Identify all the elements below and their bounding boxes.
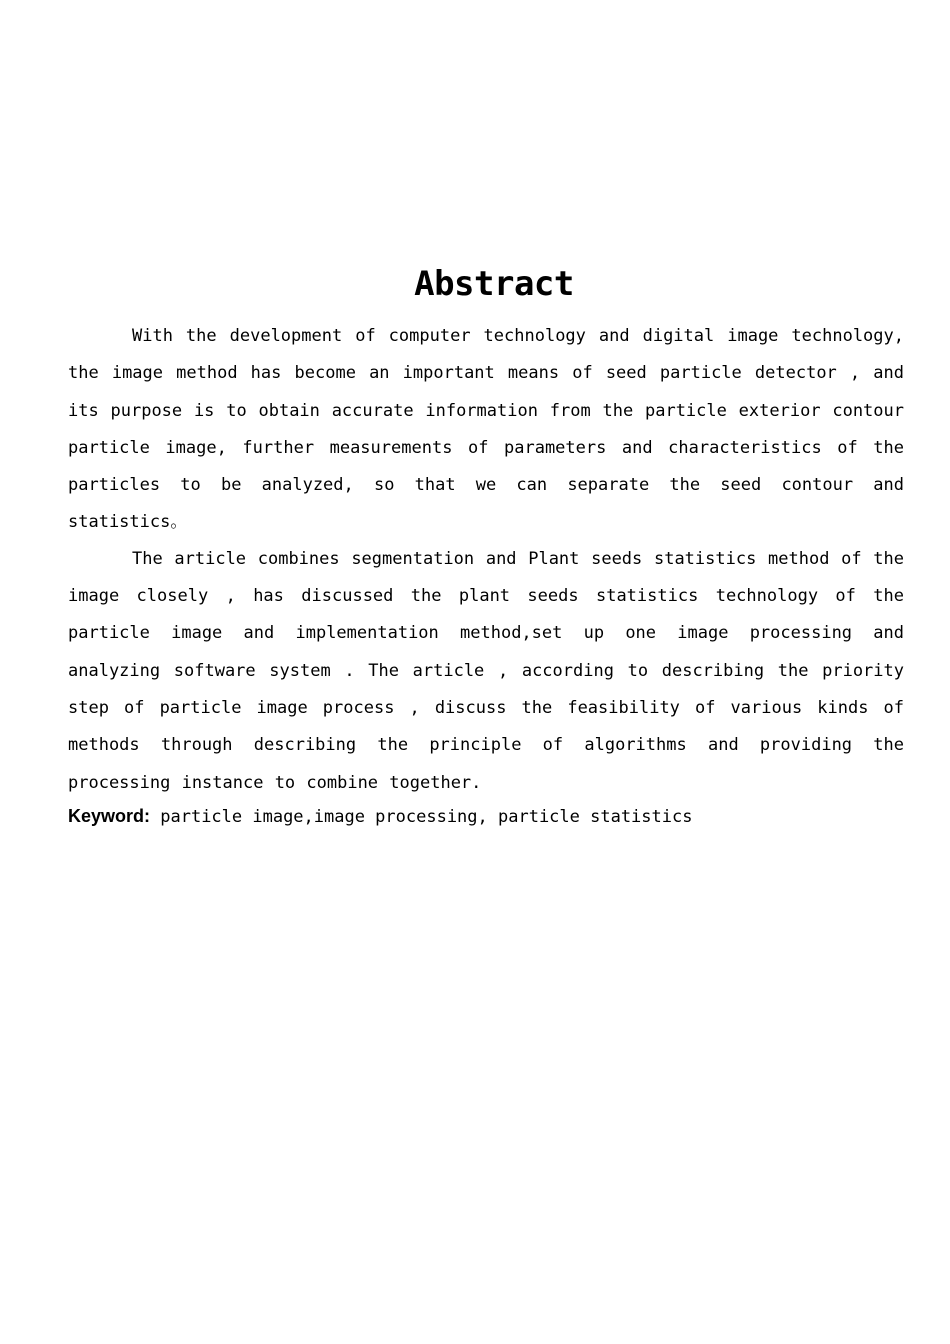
abstract-paragraph-2: The article combines segmentation and Plant seeds statistics method of the image closely , has discussed the plant seeds statistics technology of the particle image and implementation method,set up one image processing and analyzing software system . The article , according to describing the priority step of particle image process , discuss the feasibility of various kinds of methods through describing the principle of algorithms and providing the processing instance to combine together. (68, 548, 904, 793)
keyword-list: particle image,image processing, particle statistics (150, 806, 693, 827)
keyword-label: Keyword: (68, 805, 151, 826)
abstract-section (68, 258, 904, 834)
abstract-paragraph-1: With the development of computer technology and digital image technology, the image method has become an important means of seed particle detector , and its purpose is to obtain accurate information from the particle exterior contour particle image, further measurements of parameters and characteristics of the particles to be analyzed, so that we can separate the seed contour and statistics。 (68, 326, 904, 533)
abstract-title: Abstract (414, 264, 574, 304)
keywords-line (68, 799, 904, 834)
